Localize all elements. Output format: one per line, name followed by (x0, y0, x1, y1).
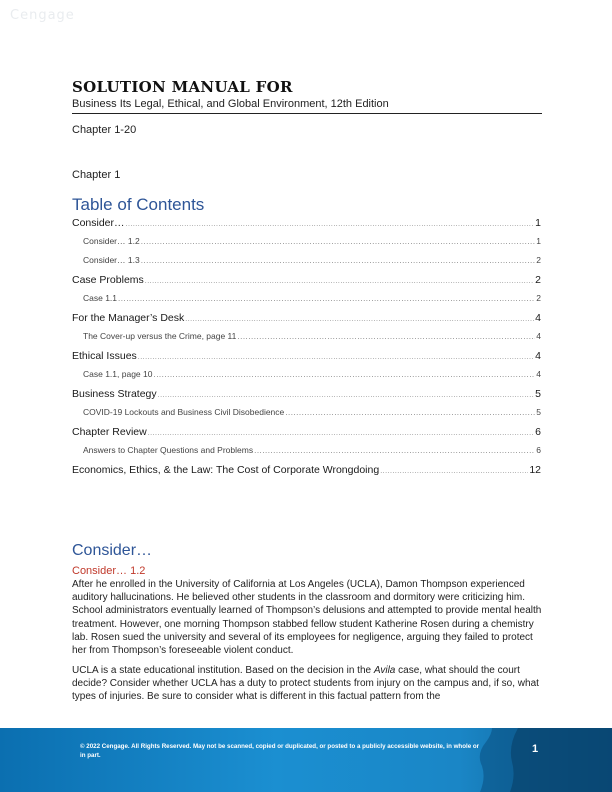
toc-entry-page: 6 (536, 445, 541, 455)
toc-entry-managers-desk[interactable] (72, 312, 541, 326)
document-title: SOLUTION MANUAL FOR (72, 78, 293, 96)
page-number: 1 (532, 743, 539, 755)
toc-entry-page: 4 (536, 369, 541, 379)
toc-entry-page: 6 (535, 426, 541, 438)
body-paragraph: UCLA is a state educational institution. Based on the decision in the Avila case, what should the court decide? Consider whether UCLA has a duty to protect students from injury on the campus and, if so, what types of injuries. Be sure to consider what is different in this factual pattern from the (72, 665, 539, 703)
toc-entry-economics-ethics-law[interactable] (72, 464, 541, 478)
subsection-heading: Consider… 1.2 (72, 565, 146, 577)
toc-entry-page: 2 (536, 293, 541, 303)
toc-entry-label: Chapter Review (72, 426, 147, 438)
toc-entry-label: Consider… 1.2 (83, 236, 140, 246)
toc-entry-label: For the Manager’s Desk (72, 312, 185, 324)
toc-entry-page: 4 (536, 331, 541, 341)
toc-entry-ethical-issues[interactable] (72, 350, 541, 364)
toc-entry-page: 5 (535, 388, 541, 400)
toc-entry-case-problems[interactable] (72, 274, 541, 288)
copyright-notice: © 2022 Cengage. All Rights Reserved. May not be scanned, copied or duplicated, or posted to a publicly accessible website, in whole or in part. (80, 743, 480, 759)
section-heading: Consider… (72, 542, 153, 559)
toc-entry-page: 2 (535, 274, 541, 286)
toc-entry-label: Ethical Issues (72, 350, 137, 362)
toc-entry-covid-lockouts[interactable] (72, 407, 541, 421)
toc-entry-page: 4 (535, 350, 541, 362)
toc-entry-consider-1-3[interactable] (72, 255, 541, 269)
chapter-label: Chapter 1 (72, 169, 121, 181)
footer-decoration (472, 728, 612, 792)
toc-entry-case-1-1[interactable] (72, 293, 541, 307)
toc-entry-page: 1 (535, 217, 541, 229)
toc-entry-page: 4 (535, 312, 541, 324)
toc-entry-chapter-review[interactable] (72, 426, 541, 440)
toc-heading: Table of Contents (72, 195, 205, 214)
toc-entry-label: Case 1.1 (83, 293, 118, 303)
toc-entry-page: 12 (529, 464, 541, 476)
body-paragraph: After he enrolled in the University of California at Los Angeles (UCLA), Damon Thompson experienced auditory hallucinations. He believed other students in the classroom and dormitory were criticizing him. School administrators eventually learned of Thompson’s delusions and attempted to provide mental health treatment. However, one morning Thompson stabbed fellow student Katherine Rosen during a chemistry lab. Rosen sued the university and several of its employees for negligence, arguing they failed to protect her from Thompson’s foreseeable violent conduct. (72, 579, 542, 657)
toc-entry-label: Business Strategy (72, 388, 157, 400)
toc-entry-case-1-1-page-10[interactable] (72, 369, 541, 383)
toc-entry-business-strategy[interactable] (72, 388, 541, 402)
toc-entry-label: The Cover-up versus the Crime, page 11 (83, 331, 237, 341)
toc-entry-answers[interactable] (72, 445, 541, 459)
watermark-logo: Cengage (10, 8, 75, 23)
toc-entry-label: Consider… (72, 217, 125, 229)
footer-band (0, 728, 612, 792)
toc-entry-consider[interactable] (72, 217, 541, 231)
toc-entry-page: 1 (536, 236, 541, 246)
toc-entry-label: Case 1.1, page 10 (83, 369, 153, 379)
toc-entry-label: Consider… 1.3 (83, 255, 140, 265)
toc-entry-consider-1-2[interactable] (72, 236, 541, 250)
toc-entry-page: 2 (536, 255, 541, 265)
toc-entry-label: Case Problems (72, 274, 144, 286)
toc-entry-label: COVID-19 Lockouts and Business Civil Disobedience (83, 407, 285, 417)
toc-entry-page: 5 (536, 407, 541, 417)
case-name: Avila (373, 665, 396, 676)
toc-entry-cover-up[interactable] (72, 331, 541, 345)
toc-entry-label: Answers to Chapter Questions and Problems (83, 445, 254, 455)
toc-entry-label: Economics, Ethics, & the Law: The Cost of Corporate Wrongdoing (72, 464, 380, 476)
chapter-range: Chapter 1-20 (72, 124, 137, 136)
title-divider (72, 113, 542, 114)
document-subtitle: Business Its Legal, Ethical, and Global Environment, 12th Edition (72, 98, 389, 110)
